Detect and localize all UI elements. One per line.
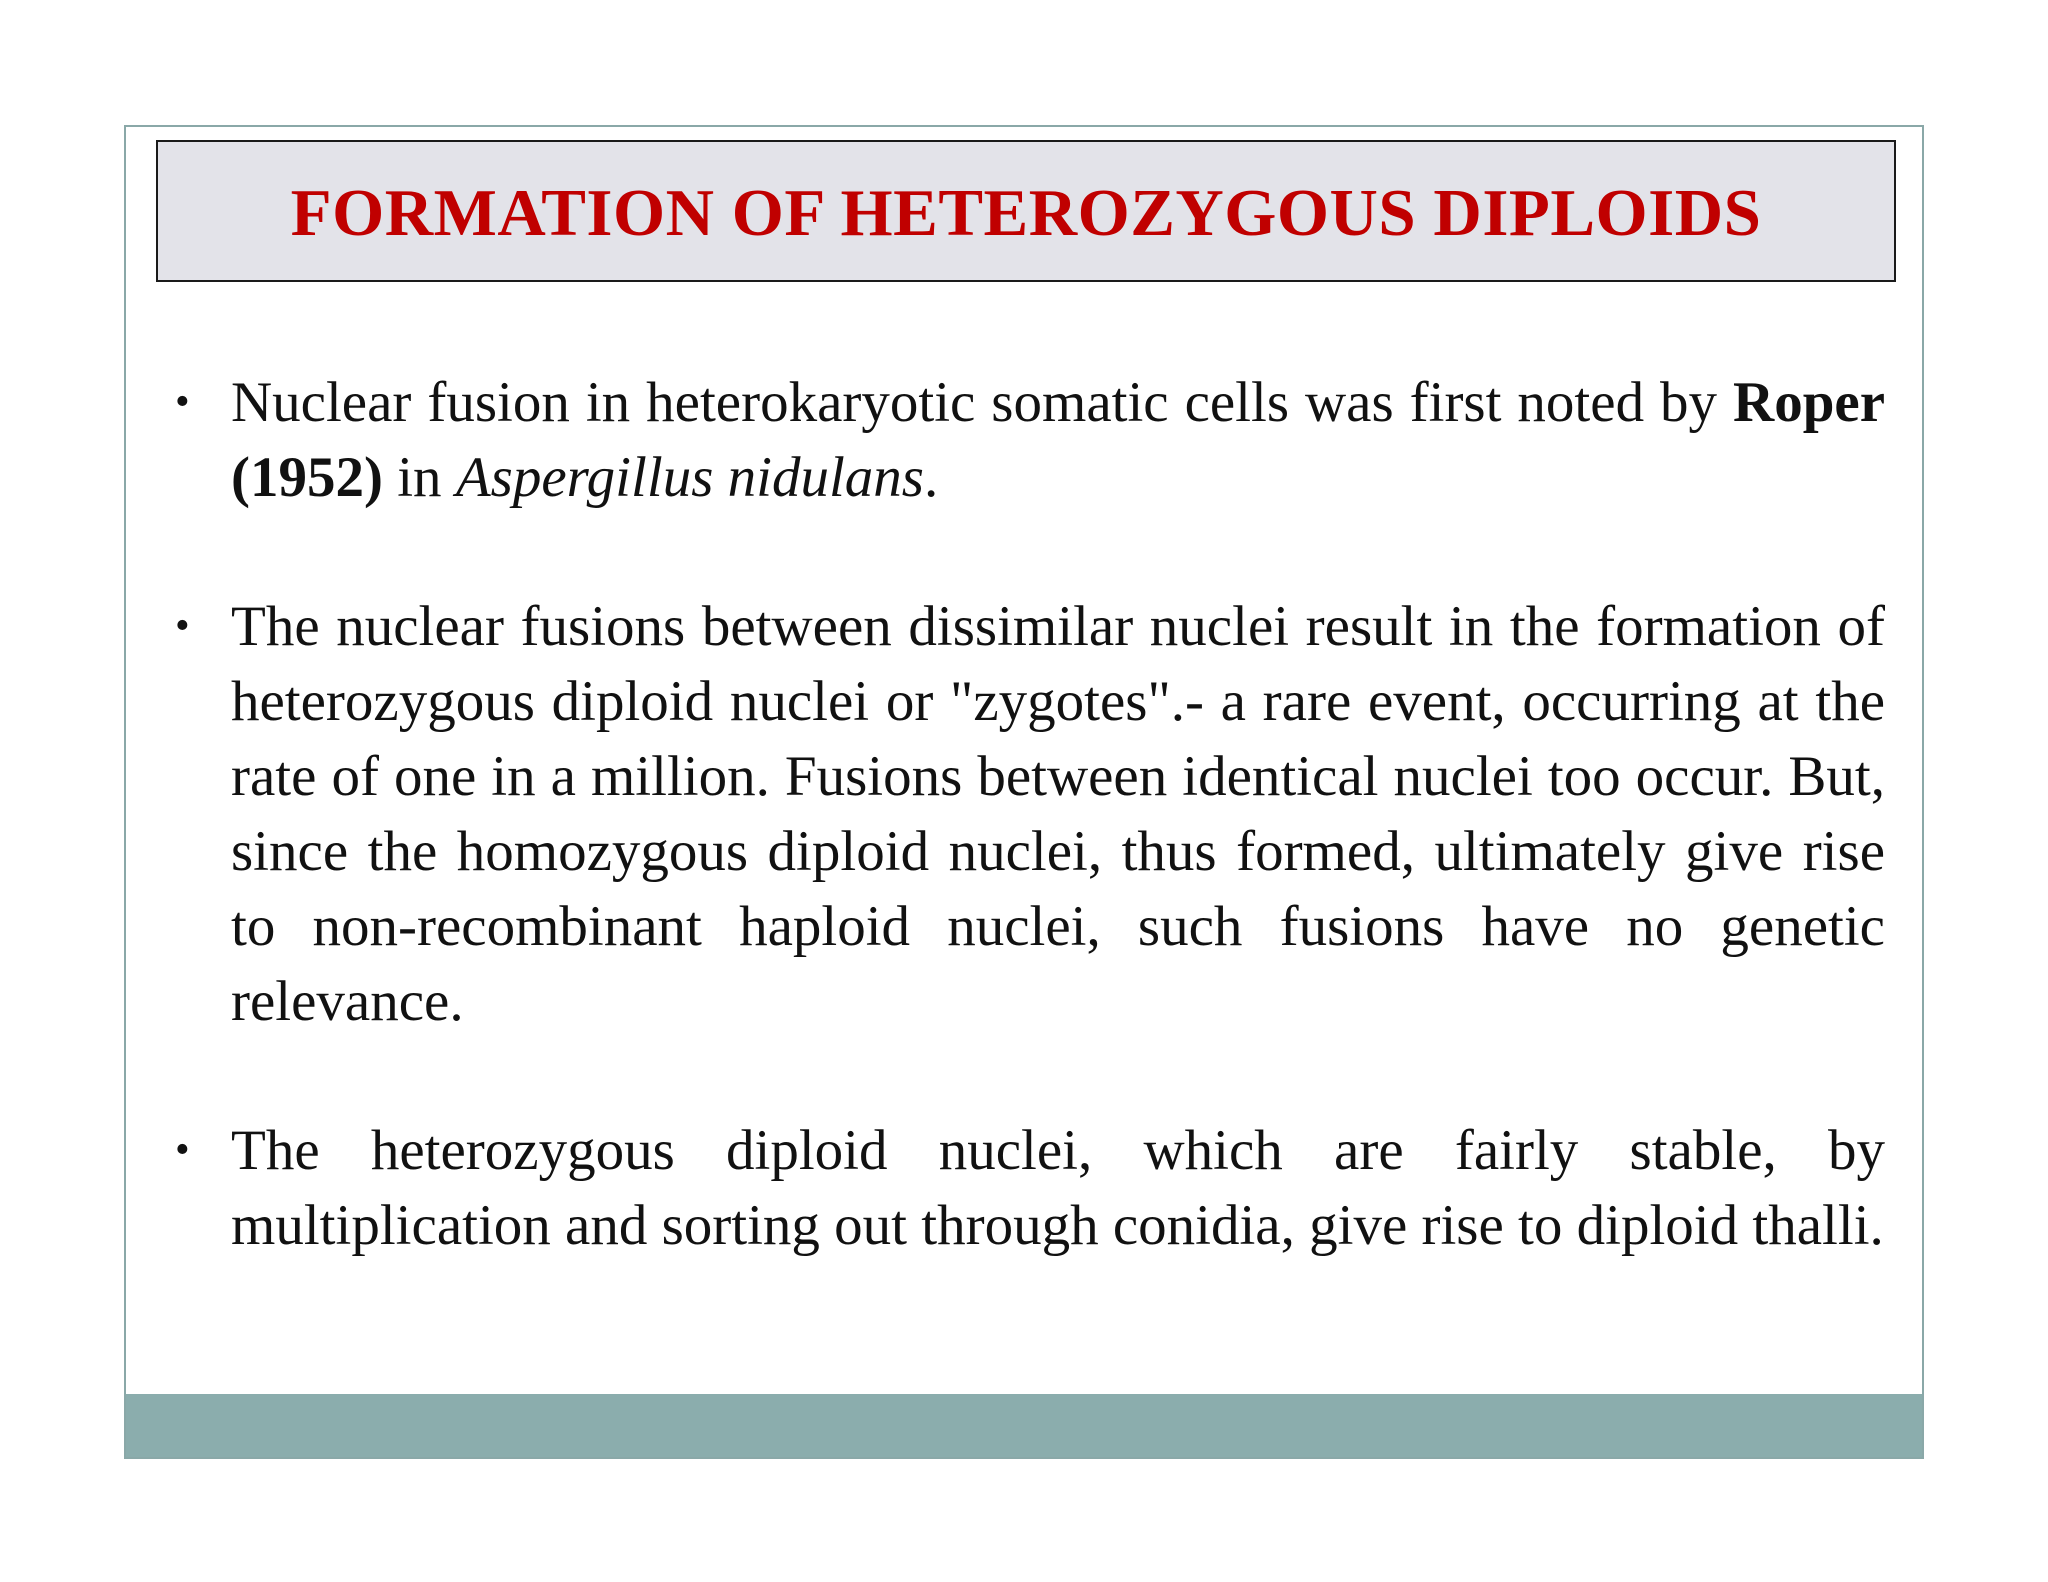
bullet-text-part: in: [382, 446, 456, 509]
bullet-text: The heterozygous diploid nuclei, which are fairly stable, by multiplication and sorting out through conidia, give rise to diploid thalli.: [231, 1119, 1885, 1257]
bullet-dot-icon: •: [175, 379, 190, 425]
bullet-item: [175, 365, 1885, 515]
bullet-dot-icon: •: [175, 1127, 190, 1173]
bullet-text-part: Nuclear fusion in heterokaryotic somatic cells was first noted by: [231, 371, 1734, 434]
citation-author-year: Roper (1952): [231, 371, 1885, 509]
bullet-list: [175, 365, 1885, 1337]
bullet-text-part: .: [923, 446, 939, 509]
slide-title: FORMATION OF HETEROZYGOUS DIPLOIDS: [290, 175, 1762, 250]
title-box: [156, 140, 1896, 282]
bullet-item: [175, 589, 1885, 1039]
species-name: Aspergillus nidulans: [455, 446, 924, 509]
slide: [124, 125, 1924, 1459]
bullet-text: The nuclear fusions between dissimilar nuclei result in the formation of heterozygous diploid nuclei or "zygotes".- a rare event, occurring at the rate of one in a million. Fusions between identical nuclei too occur. But, since the homozygous diploid nuclei, thus formed, ultimately give rise to non-recombinant haploid nuclei, such fusions have no genetic relevance.: [231, 595, 1885, 1033]
bullet-dot-icon: •: [175, 603, 190, 649]
footer-bar: [126, 1394, 1922, 1457]
bullet-item: [175, 1113, 1885, 1263]
